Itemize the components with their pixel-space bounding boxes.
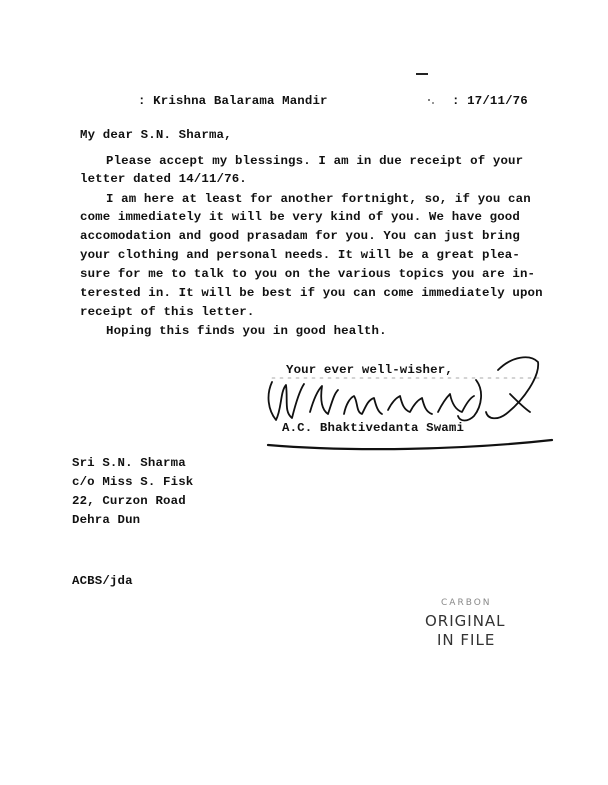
address-line: Dehra Dun — [72, 513, 141, 527]
paragraph-line: sure for me to talk to you on the various topics you are in- — [80, 267, 536, 281]
paragraph-line: accomodation and good prasadam for you. You can just bring — [80, 229, 520, 243]
reference-initials: ACBS/jda — [72, 574, 133, 588]
address-line: Sri S.N. Sharma — [72, 456, 186, 470]
valediction: Your ever well-wisher, — [286, 363, 453, 377]
paragraph-line: terested in. It will be best if you can come immediately upon — [80, 286, 543, 300]
handwritten-signature-icon — [262, 350, 562, 460]
address-line: 22, Curzon Road — [72, 494, 186, 508]
paragraph-line: come immediately it will be very kind of you. We have good — [80, 210, 520, 224]
stamp-carbon: CARBON — [441, 598, 492, 608]
paragraph-line: I am here at least for another fortnight, so, if you can — [106, 192, 531, 206]
paragraph-line: Please accept my blessings. I am in due receipt of your — [106, 154, 524, 168]
paragraph-line: letter dated 14/11/76. — [80, 172, 247, 186]
scan-speck-marks — [412, 68, 442, 108]
stamp-in-file: IN FILE — [437, 631, 496, 649]
letterhead-location: : Krishna Balarama Mandir — [138, 94, 328, 108]
letterhead-date: : 17/11/76 — [452, 94, 528, 108]
paragraph-line: Hoping this finds you in good health. — [106, 324, 387, 338]
stamp-original: ORIGINAL — [425, 612, 506, 630]
paragraph-line: your clothing and personal needs. It will be a great plea- — [80, 248, 520, 262]
address-line: c/o Miss S. Fisk — [72, 475, 194, 489]
salutation: My dear S.N. Sharma, — [80, 128, 232, 142]
signature-name: A.C. Bhaktivedanta Swami — [282, 421, 465, 435]
paragraph-line: receipt of this letter. — [80, 305, 255, 319]
